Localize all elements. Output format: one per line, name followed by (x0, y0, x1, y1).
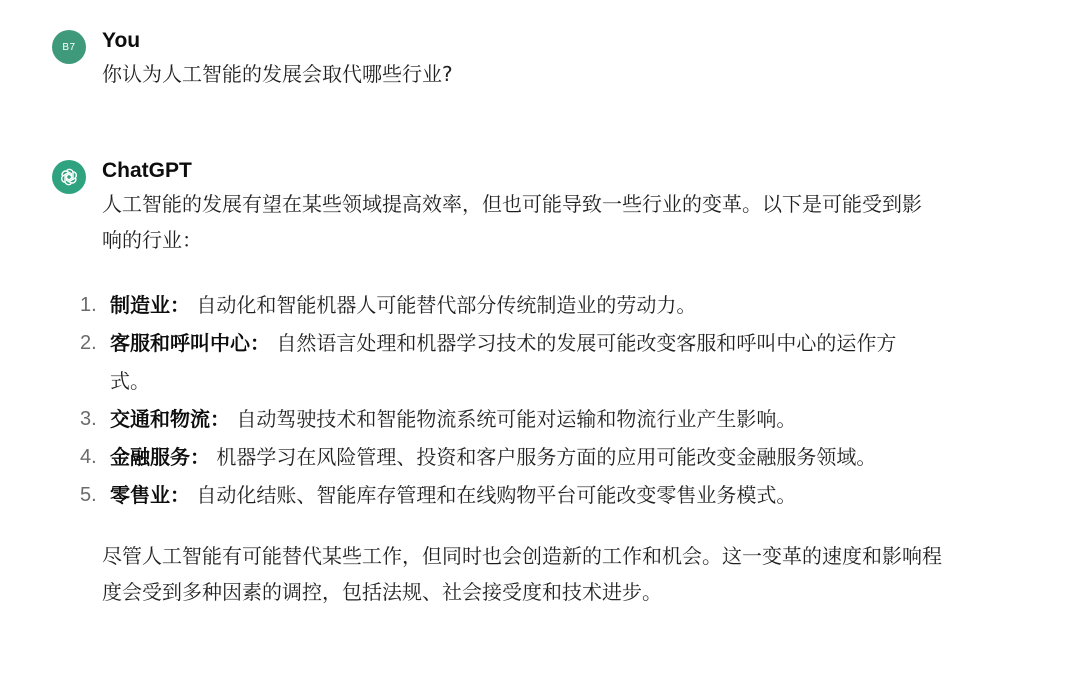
list-item (80, 400, 930, 438)
list-item-term: 客服和呼叫中心： (110, 331, 270, 355)
list-item (80, 476, 930, 514)
list-item-term: 交通和物流： (110, 407, 230, 431)
list-item-desc: 自动驾驶技术和智能物流系统可能对运输和物流行业产生影响。 (230, 407, 797, 431)
list-item-term: 金融服务： (110, 445, 210, 469)
list-item-term: 制造业： (110, 293, 190, 317)
user-avatar-initials: B7 (62, 41, 76, 53)
list-item-desc: 自然语言处理和机器学习技术的发展可能改变客服和呼叫中心的运作方式。 (110, 331, 897, 393)
list-item-number: 3. (80, 408, 97, 430)
openai-logo-icon (57, 165, 81, 189)
user-avatar (52, 30, 86, 64)
user-message-text: 你认为人工智能的发展会取代哪些行业? (102, 62, 453, 86)
user-message-content (102, 26, 942, 92)
list-item-number: 1. (80, 294, 97, 316)
assistant-outro-text: 尽管人工智能有可能替代某些工作，但同时也会创造新的工作和机会。这一变革的速度和影响程度会受到多种因素的调控，包括法规、社会接受度和技术进步。 (102, 544, 942, 604)
assistant-avatar (52, 160, 86, 194)
list-item-number: 4. (80, 446, 97, 468)
list-item-desc: 自动化和智能机器人可能替代部分传统制造业的劳动力。 (190, 293, 697, 317)
list-item-number: 2. (80, 332, 97, 354)
list-item-desc: 自动化结账、智能库存管理和在线购物平台可能改变零售业务模式。 (190, 483, 797, 507)
user-author-name: You (102, 29, 141, 52)
assistant-message-content (80, 156, 942, 610)
list-item-desc: 机器学习在风险管理、投资和客户服务方面的应用可能改变金融服务领域。 (210, 445, 877, 469)
list-item (80, 324, 930, 400)
industry-list (80, 286, 930, 514)
assistant-intro-text: 人工智能的发展有望在某些领域提高效率，但也可能导致一些行业的变革。以下是可能受到影响的行业： (102, 192, 922, 252)
list-item (80, 438, 930, 476)
list-item-term: 零售业： (110, 483, 190, 507)
list-item (80, 286, 930, 324)
assistant-author-name: ChatGPT (102, 159, 192, 182)
list-item-number: 5. (80, 484, 97, 506)
